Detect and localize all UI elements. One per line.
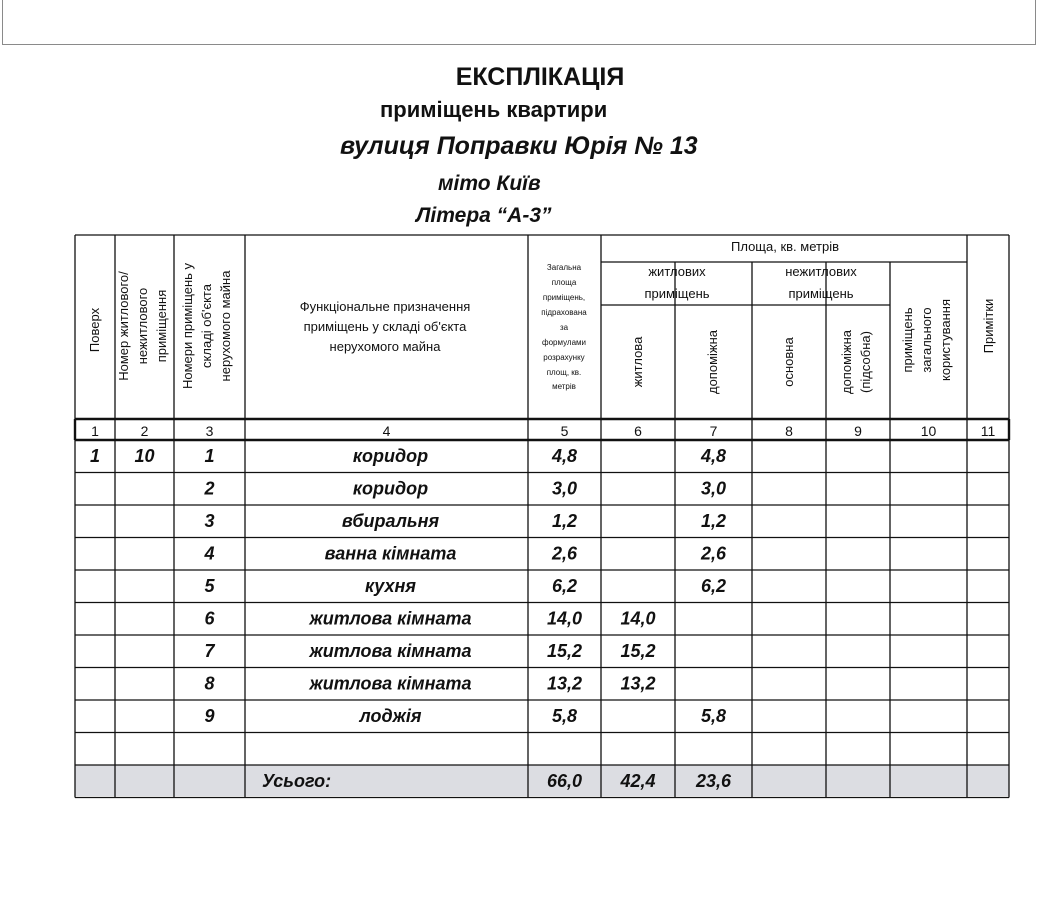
cell-auxiliary-area: 5,8	[700, 706, 727, 726]
header-purpose-line2: приміщень у складі об'єкта	[303, 319, 467, 334]
cell-unit-number: 10	[134, 446, 155, 466]
cell-purpose: коридор	[352, 478, 429, 499]
header-aux-basement-line1: допоміжна	[839, 329, 854, 395]
cell-living-area: 13,2	[620, 673, 656, 694]
header-rooms-line1: Номери приміщень у	[180, 262, 195, 390]
column-number-3: 3	[205, 423, 214, 439]
cell-total-area: 1,2	[551, 511, 578, 531]
header-unit-line1: Номер житлового/	[116, 271, 131, 381]
cell-purpose: житлова кімната	[309, 641, 472, 661]
header-main: основна	[781, 337, 796, 387]
cell-total-area: 2,6	[551, 543, 578, 564]
cell-room-number: 7	[204, 641, 215, 661]
column-number-10: 10	[920, 423, 937, 439]
header-area-group: Площа, кв. метрів	[731, 239, 839, 254]
header-nonresidential-line2: приміщень	[788, 286, 854, 301]
cell-room-number: 5	[204, 576, 215, 596]
table-row	[204, 641, 655, 661]
cell-auxiliary-area: 6,2	[700, 576, 727, 596]
cell-purpose: житлова кімната	[309, 673, 472, 694]
cell-room-number: 8	[204, 673, 215, 694]
cell-purpose: кухня	[364, 576, 417, 596]
column-number-11: 11	[980, 423, 996, 439]
header-common-line1: приміщень	[900, 307, 915, 373]
header-floor: Поверх	[87, 307, 102, 353]
header-auxiliary: допоміжна	[705, 329, 720, 395]
cell-room-number: 3	[204, 511, 215, 531]
cell-floor: 1	[89, 446, 101, 466]
cell-auxiliary-area: 4,8	[700, 446, 727, 466]
table-row	[203, 544, 727, 564]
cell-living-area: 14,0	[620, 608, 656, 629]
cell-auxiliary-area: 1,2	[700, 511, 727, 531]
header-purpose-line3: нерухомого майна	[329, 339, 441, 354]
header-residential-line2: приміщень	[644, 286, 710, 301]
svg-text:площа: площа	[551, 278, 577, 287]
cell-auxiliary-area: 3,0	[700, 478, 727, 499]
svg-text:площ, кв.: площ, кв.	[546, 368, 582, 377]
cell-total-area: 3,0	[551, 478, 578, 499]
svg-text:Загальна: Загальна	[546, 263, 582, 272]
table-body	[90, 446, 732, 791]
header-rooms-line3: нерухомого майна	[218, 270, 233, 382]
document-subtitle: приміщень квартири	[380, 97, 608, 122]
column-number-1: 1	[91, 423, 99, 439]
totals-total-area: 66,0	[546, 771, 583, 791]
table-grid	[75, 235, 1009, 798]
header-aux-basement-line2: (підсобна)	[858, 331, 873, 393]
column-number-7: 7	[709, 423, 718, 439]
table-row	[204, 706, 726, 726]
header-residential-line1: житлових	[648, 264, 706, 279]
document-title: ЕКСПЛІКАЦІЯ	[455, 63, 625, 91]
cell-purpose: вбиральня	[341, 511, 440, 531]
cell-room-number: 4	[204, 543, 215, 564]
cell-room-number: 1	[204, 446, 215, 466]
header-nonresidential-line1: нежитлових	[785, 264, 857, 279]
header-common-line3: користування	[938, 298, 953, 382]
totals-row-shade	[75, 765, 1009, 796]
header-common-line2: загального	[919, 307, 934, 373]
column-number-2: 2	[140, 423, 149, 439]
cell-total-area: 15,2	[546, 641, 583, 661]
cell-auxiliary-area: 2,6	[700, 543, 727, 564]
table-row	[204, 576, 726, 596]
table-row	[204, 609, 655, 629]
cell-purpose: ванна кімната	[324, 543, 457, 564]
city-line: міто Київ	[438, 172, 541, 195]
header-unit-line2: нежитлового	[135, 287, 150, 365]
totals-auxiliary-area: 23,6	[695, 771, 732, 791]
table-row	[90, 446, 726, 466]
cell-total-area: 13,2	[546, 673, 583, 694]
svg-text:розрахунку: розрахунку	[543, 353, 585, 362]
cell-purpose: лоджія	[359, 706, 422, 726]
column-number-6: 6	[634, 423, 642, 439]
cell-total-area: 5,8	[551, 706, 578, 726]
cell-room-number: 2	[204, 478, 215, 499]
column-number-9: 9	[854, 423, 862, 439]
svg-text:метрів: метрів	[552, 382, 576, 391]
cell-total-area: 6,2	[551, 576, 578, 596]
cell-purpose: коридор	[352, 446, 429, 466]
cell-living-area: 15,2	[620, 641, 656, 661]
table-row	[204, 511, 726, 531]
header-rooms-line2: складі об'єкта	[199, 284, 214, 368]
totals-label: Усього:	[262, 771, 332, 791]
header-living: житлова	[630, 336, 645, 388]
column-numbers-row	[91, 423, 995, 439]
column-number-8: 8	[785, 423, 793, 439]
svg-text:підрахована: підрахована	[541, 308, 587, 317]
cell-total-area: 4,8	[551, 446, 578, 466]
header-purpose-line1: Функціональне призначення	[299, 299, 471, 314]
svg-text:формулами: формулами	[542, 338, 586, 347]
cell-room-number: 9	[204, 706, 215, 726]
header-total-area	[541, 263, 587, 391]
table-row	[203, 479, 726, 499]
cell-purpose: житлова кімната	[309, 608, 472, 629]
svg-text:за: за	[559, 323, 569, 332]
totals-living-area: 42,4	[620, 771, 656, 791]
column-number-4: 4	[382, 423, 391, 439]
litera-line: Літера “А-3”	[416, 204, 552, 227]
header-notes: Примітки	[981, 298, 996, 354]
cell-total-area: 14,0	[546, 608, 583, 629]
table-row	[204, 674, 655, 694]
svg-text:приміщень,: приміщень,	[542, 293, 586, 302]
address-line: вулиця Поправки Юрія № 13	[340, 132, 698, 160]
column-number-5: 5	[560, 423, 569, 439]
header-unit-line3: приміщення	[154, 289, 169, 363]
cell-room-number: 6	[204, 608, 215, 629]
